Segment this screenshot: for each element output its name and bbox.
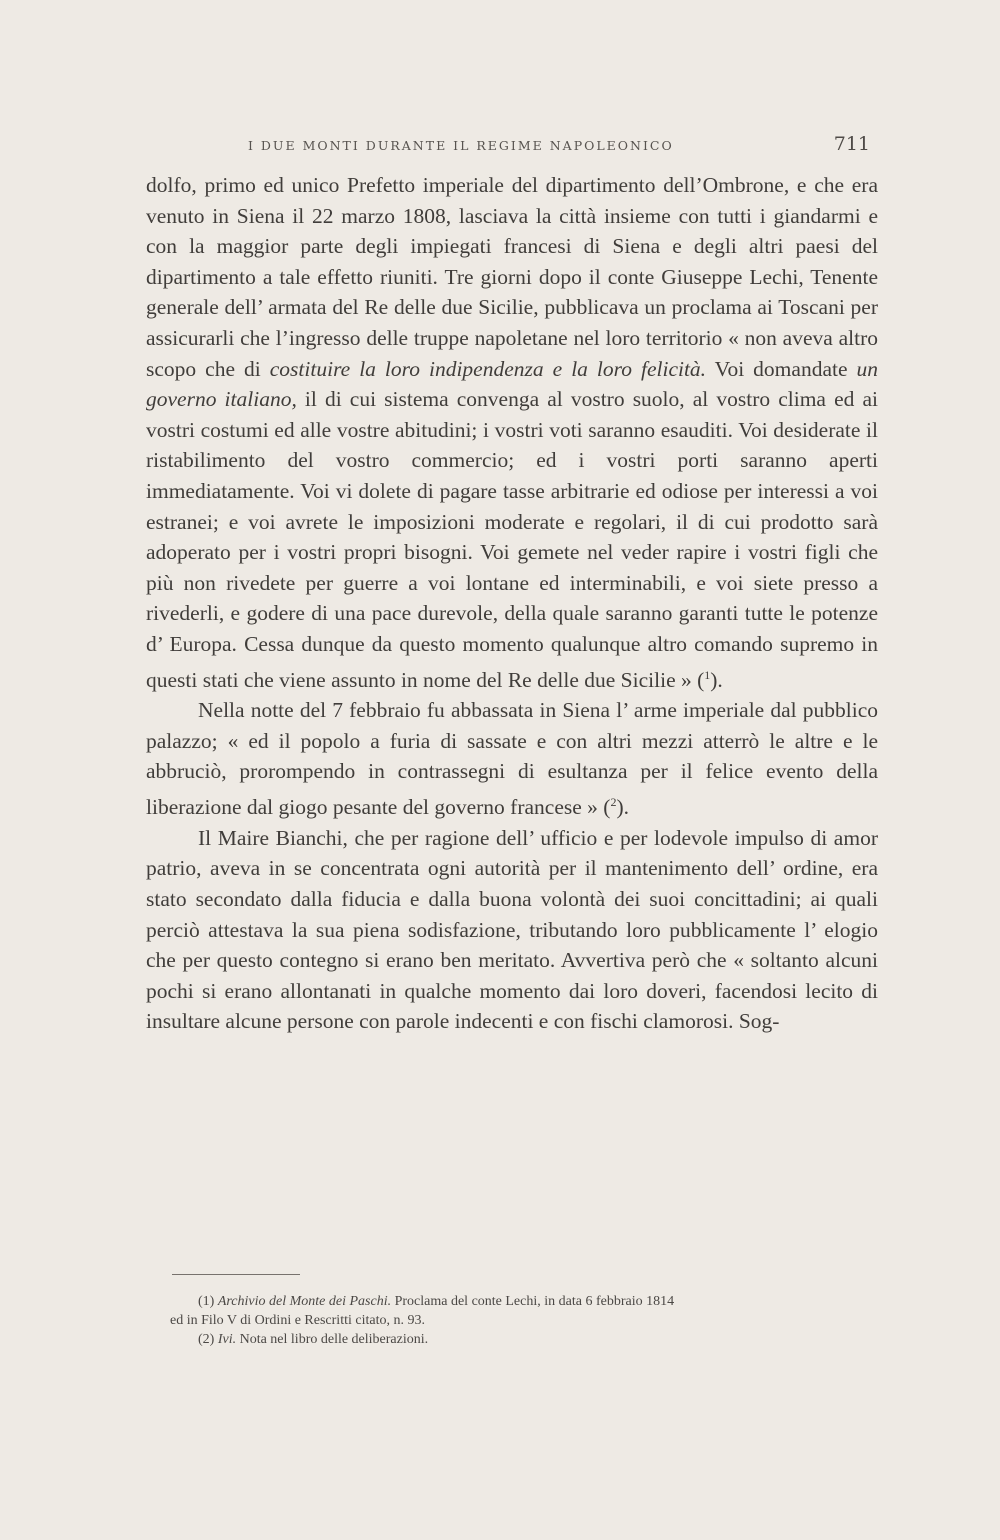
- paragraph-2-text-b: ).: [616, 795, 629, 820]
- italic-phrase-1: costituire la loro indipendenza e la loro felicità.: [269, 356, 707, 381]
- footnote-ref-1: 1: [704, 667, 711, 682]
- footnote-2-text: Nota nel libro delle deliberazioni.: [236, 1332, 429, 1347]
- footnotes: [170, 1292, 878, 1349]
- paragraph-1-text-c: il di cui sistema convenga al vostro suolo, al vostro clima ed ai vostri costumi ed alle vostre abitudini; i vostri voti saranno esauditi. Voi desiderate il ristabilimento del vostro commercio; ed i vostri porti saranno aperti immediatamente. Voi vi dolete di pagare tasse arbitrarie ed odiose per interessi a voi estranei; e voi avrete le imposizioni moderate e regolari, il di cui prodotto sarà adoperato per i vostri propri bisogni. Voi gemete nel veder rapire i vostri figli che più non rivedete per guerre a voi lontane ed interminabili, e voi siete presso a rivederli, e godere di una pace durevole, della quale saranno garanti tutte le potenze d’ Europa. Cessa dunque da questo momento qualunque altro comando supremo in questi stati che viene assunto in nome del Re delle due Sicilie » (: [146, 387, 878, 692]
- footnote-1-text: Proclama del conte Lechi, in data 6 febbraio 1814: [391, 1294, 675, 1309]
- footnote-1-source: Archivio del Monte dei Paschi.: [217, 1294, 392, 1309]
- paragraph-3: [146, 823, 878, 1037]
- footnote-2: [170, 1330, 878, 1349]
- italic-phrase-2: un governo italiano,: [146, 356, 879, 412]
- paragraph-1-text-a: dolfo, primo ed unico Prefetto imperiale del dipartimento dell’Ombrone, e che era venuto in Siena il 22 marzo 1808, lasciava la città insieme con tutti i giandarmi e con la maggior parte degli impiegati francesi di Siena e degli altri paesi del dipartimento a tale effetto riuniti. Tre giorni dopo il conte Giuseppe Lechi, Tenente generale dell’ armata del Re delle due Sicilie, pubblicava un proclama ai Toscani per assicurarli che l’ingresso delle truppe napoletane nel loro territorio « non aveva altro scopo che di: [146, 173, 878, 381]
- footnote-1-marker: (1): [198, 1294, 215, 1309]
- footnote-divider: [172, 1274, 300, 1275]
- footnote-1-continuation: ed in Filo V di Ordini e Rescritti citato, n. 93.: [170, 1313, 425, 1328]
- footnote-1: [170, 1292, 878, 1311]
- header-title: I DUE MONTI DURANTE IL REGIME NAPOLEONICO: [248, 138, 674, 153]
- running-header: [240, 133, 880, 163]
- paragraph-1-text-d: ).: [710, 667, 723, 692]
- main-text: [146, 170, 878, 1037]
- paragraph-1: [146, 170, 878, 695]
- footnote-2-source: Ivi.: [217, 1332, 237, 1347]
- paragraph-2-text-a: Nella notte del 7 febbraio fu abbassata in Siena l’ arme imperiale dal pubblico palazzo; « ed il popolo a furia di sassate e con altri mezzi atterrò le altre e le abbruciò, prorompendo in contrassegni di esultanza per il felice evento della liberazione dal giogo pesante del governo francese » (: [146, 698, 878, 820]
- footnote-ref-2: 2: [610, 795, 617, 810]
- paragraph-3-text: Il Maire Bianchi, che per ragione dell’ ufficio e per lodevole impulso di amor patrio, aveva in se concentrata ogni autorità per il mantenimento dell’ ordine, era stato secondato dalla fiducia e dalla buona volontà dei suoi concittadini; ai quali perciò attestava la sua piena sodisfazione, tributando loro pubblicamente l’ elogio che per questo contegno si erano ben meritato. Avvertiva però che « soltanto alcuni pochi si erano allontanati in qualche momento dai loro doveri, facendosi lecito di insultare alcune persone con parole indecenti e con fischi clamorosi. Sog-: [146, 825, 878, 1034]
- page-number: 711: [833, 133, 870, 155]
- paragraph-1-text-b: Voi domandate: [706, 356, 857, 381]
- footnote-2-marker: (2): [198, 1332, 215, 1347]
- paragraph-2: [146, 695, 878, 823]
